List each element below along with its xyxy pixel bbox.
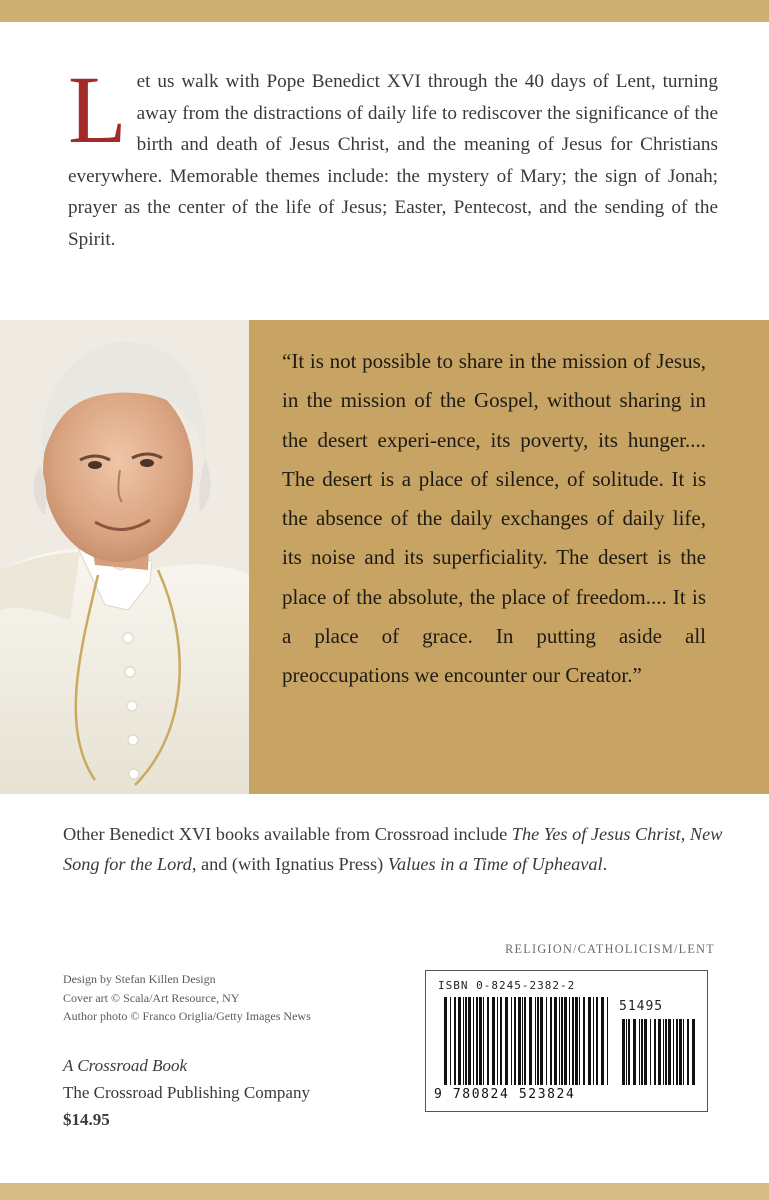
barcode-bar	[564, 997, 567, 1085]
author-portrait-illustration	[0, 320, 249, 794]
barcode-bar	[663, 1019, 664, 1085]
barcode-bar	[639, 1019, 640, 1085]
barcode-bar	[514, 997, 516, 1085]
barcode-bar	[468, 997, 471, 1085]
barcode-bar	[658, 1019, 661, 1085]
barcode-bar	[665, 1019, 667, 1085]
price-code: 51495	[619, 999, 664, 1014]
other-books-end: .	[602, 853, 608, 874]
barcode-bar	[601, 997, 604, 1085]
barcode-bar	[454, 997, 456, 1085]
barcode-bar	[628, 1019, 630, 1085]
barcode-bar	[561, 997, 563, 1085]
barcode-bar	[492, 997, 495, 1085]
barcode-bar	[593, 997, 594, 1085]
book-title-2: Values in a Time of Upheaval	[387, 853, 603, 874]
barcode-bar	[641, 1019, 643, 1085]
barcode-bar	[569, 997, 570, 1085]
barcode-bar	[679, 1019, 682, 1085]
credit-cover-art: Cover art © Scala/Art Resource, NY	[63, 990, 240, 1005]
credit-author-photo: Author photo © Franco Origlia/Getty Images News	[63, 1009, 311, 1023]
other-books-paragraph	[63, 820, 723, 879]
top-color-band	[0, 0, 769, 22]
price: $14.95	[63, 1110, 110, 1129]
credits	[63, 970, 403, 1026]
barcode-bar	[500, 997, 502, 1085]
barcode-bar	[487, 997, 489, 1085]
barcode-bar	[529, 997, 532, 1085]
barcode-bar	[465, 997, 467, 1085]
drop-cap: L	[68, 56, 127, 163]
barcode-bar	[575, 997, 578, 1085]
intro-text: et us walk with Pope Benedict XVI through the 40 days of Lent, turning away from the distractions of daily life to rediscover the significance of the birth and death of Jesus Christ, and the meaning of Jesus for Christians everywhere. Memorable themes include: the mystery of Mary; the sign of Jonah; prayer as the center of the life of Jesus; Easter, Pentecost, and the sending of the Spirit.	[68, 71, 718, 250]
barcode-bar	[518, 997, 521, 1085]
barcode-bar	[687, 1019, 689, 1085]
barcode-bar	[476, 997, 478, 1085]
barcode-bar	[554, 997, 557, 1085]
barcode-bar	[540, 997, 543, 1085]
author-photo	[0, 320, 249, 794]
other-books-lead: Other Benedict XVI books available from Crossroad include	[63, 824, 512, 844]
intro-paragraph	[68, 56, 718, 255]
barcode-bar	[559, 997, 560, 1085]
barcode-bar	[650, 1019, 651, 1085]
barcode-bar	[588, 997, 591, 1085]
barcode-bar	[579, 997, 580, 1085]
bottom-color-band	[0, 1183, 769, 1200]
barcode-bar	[572, 997, 574, 1085]
book-title-1: The Yes of Jesus Christ, New Song for the Lord	[63, 824, 723, 874]
imprint-publisher: The Crossroad Publishing Company	[63, 1083, 310, 1102]
barcode-bar	[550, 997, 552, 1085]
barcode-bar	[473, 997, 474, 1085]
barcode-bar	[458, 997, 461, 1085]
barcode-bar	[654, 1019, 656, 1085]
barcode-bar	[524, 997, 526, 1085]
other-books-mid: , and (with Ignatius Press)	[191, 853, 388, 874]
barcode-bar	[497, 997, 498, 1085]
barcode-bar	[644, 1019, 647, 1085]
barcode-bar	[692, 1019, 695, 1085]
barcode-box	[425, 970, 708, 1112]
barcode-bar	[505, 997, 508, 1085]
barcode-bar	[673, 1019, 674, 1085]
ean-number: 9 780824 523824	[434, 1087, 576, 1102]
barcode-bar	[511, 997, 512, 1085]
barcode-bar	[626, 1019, 627, 1085]
barcode-bar	[607, 997, 608, 1085]
barcode-bar	[522, 997, 523, 1085]
pull-quote: “It is not possible to share in the mission of Jesus, in the mission of the Gospel, without sharing in the desert experi-ence, its poverty, its hunger.... The desert is a place of silence, of solitude. It is the absence of the daily exchanges of daily life, its noise and its superficiality. The desert is the place of the absolute, the place of freedom.... It is a place of grace. In putting aside all preoccupations we encounter our Creator.”	[282, 349, 706, 688]
barcode-bar	[483, 997, 484, 1085]
barcode-bar	[622, 1019, 625, 1085]
barcode-bar	[683, 1019, 684, 1085]
barcode-bar	[444, 997, 447, 1085]
imprint-series: A Crossroad Book	[63, 1056, 188, 1075]
barcode-bar	[546, 997, 547, 1085]
category-label: RELIGION/CATHOLICISM/LENT	[505, 942, 715, 956]
barcode-bar	[479, 997, 482, 1085]
imprint	[63, 1052, 403, 1133]
barcode-bar	[596, 997, 598, 1085]
barcode-bar	[463, 997, 464, 1085]
barcode-bar	[583, 997, 585, 1085]
barcode-bar	[676, 1019, 678, 1085]
barcode-bar	[535, 997, 536, 1085]
barcode-bar	[633, 1019, 636, 1085]
barcode-bar	[668, 1019, 671, 1085]
credit-design: Design by Stefan Killen Design	[63, 972, 216, 986]
isbn-number: ISBN 0-8245-2382-2	[438, 979, 576, 992]
barcode-bar	[450, 997, 451, 1085]
barcode-bar	[537, 997, 539, 1085]
